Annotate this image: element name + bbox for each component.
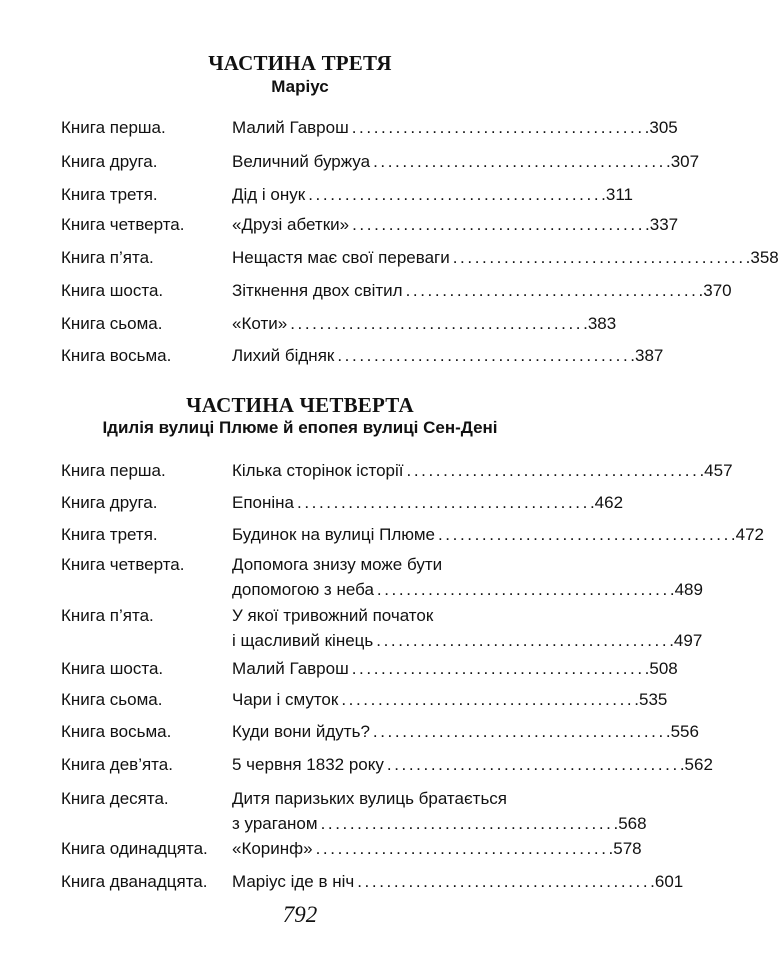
chapter-title-line: Дитя паризьких вулиць братається [232,789,508,808]
chapter-title-line [232,182,633,207]
chapter-title-line [232,752,713,777]
dot-leader: ........................................ [373,152,666,171]
book-label: Книга п’ята. [61,606,154,625]
dot-leader: ........................................ [308,185,602,204]
chapter-title-text: «Друзі абетки» [232,215,350,234]
dot-leader: ........................................ [376,631,670,650]
page-reference: .383 [583,314,617,333]
chapter-title [232,552,703,602]
chapter-title-line [232,458,733,483]
chapter-title [232,719,699,744]
book-label: Книга друга. [61,152,158,171]
chapter-title-line [232,115,678,140]
chapter-title-line [232,522,765,547]
part-four-subtitle: Ідилія вулиці Плюме й епопея вулиці Сен-Дені [102,418,498,437]
chapter-title-text: Куди вони йдуть? [232,722,370,741]
chapter-title [232,656,678,681]
chapter-title-text: Зіткнення двох світил [232,281,403,300]
page-reference: .568 [613,814,647,833]
chapter-title-text: Лихий бідняк [232,346,335,365]
book-label: Книга одинадцята. [61,839,208,858]
chapter-title-text: Епоніна [232,493,295,512]
chapter-title-text: Маріус іде в ніч [232,872,355,891]
chapter-title-text: Дід і онук [232,185,306,204]
chapter-title [232,212,679,237]
book-label: Книга сьома. [61,690,163,709]
chapter-title-line [232,212,679,237]
chapter-title [232,311,617,336]
dot-leader: ........................................ [405,281,699,300]
book-label: Книга шоста. [61,281,164,300]
chapter-title-text: з ураганом [232,814,318,833]
chapter-title [232,458,733,483]
book-label: Книга дванадцята. [61,872,208,891]
chapter-title-text: Малий Гаврош [232,118,349,137]
chapter-title-line: Допомога знизу може бути [232,555,443,574]
book-label: Книга третя. [61,525,158,544]
dot-leader: ........................................ [386,755,680,774]
book-label: Книга друга. [61,493,158,512]
chapter-title-text: Будинок на вулиці Плюме [232,525,435,544]
chapter-title-text: і щасливий кінець [232,631,374,650]
dot-leader: ........................................ [290,314,584,333]
part-three-subtitle: Маріус [271,77,329,96]
book-label: Книга сьома. [61,314,163,333]
dot-leader: ........................................ [437,525,731,544]
chapter-title-text: допомогою з неба [232,580,374,599]
page-reference: .508 [644,659,678,678]
chapter-title-line [232,278,732,303]
book-label: Книга четверта. [61,555,185,574]
dot-leader: ........................................ [320,814,614,833]
book-label: Книга восьма. [61,722,172,741]
book-label: Книга п’ята. [61,248,154,267]
chapter-title [232,522,765,547]
dot-leader: ........................................ [352,215,646,234]
chapter-title-text: «Коринф» [232,839,313,858]
book-label: Книга дев’ята. [61,755,173,774]
book-label: Книга десята. [61,789,169,808]
chapter-title-line [232,343,664,368]
page-reference: .457 [699,461,733,480]
chapter-title-text: 5 червня 1832 року [232,755,384,774]
page-reference: .562 [679,755,713,774]
book-label: Книга третя. [61,185,158,204]
chapter-title-text: Чари і смуток [232,690,339,709]
page-reference: .578 [608,839,642,858]
page-reference: .387 [630,346,664,365]
dot-leader: ........................................ [357,872,651,891]
chapter-title-text: Нещастя має свої переваги [232,248,450,267]
chapter-title [232,836,642,861]
chapter-title [232,687,668,712]
chapter-title-line [232,149,700,174]
chapter-title-text: Малий Гаврош [232,659,349,678]
page-reference: .535 [634,690,668,709]
dot-leader: ........................................ [376,580,670,599]
page-reference: .370 [698,281,732,300]
part-four-title: ЧАСТИНА ЧЕТВЕРТА [186,393,414,417]
chapter-title [232,278,732,303]
page-reference: .311 [601,185,633,204]
chapter-title [232,149,700,174]
book-label: Книга шоста. [61,659,164,678]
page-reference: .307 [666,152,700,171]
chapter-title-text: Величний буржуа [232,152,371,171]
page-reference: .472 [730,525,765,544]
chapter-title-line [232,719,699,744]
chapter-title [232,786,647,836]
page-reference: .462 [589,493,624,512]
chapter-title-line [232,577,703,602]
chapter-title-line [232,811,647,836]
dot-leader: ........................................ [315,839,609,858]
dot-leader: ........................................ [406,461,700,480]
part-three-title: ЧАСТИНА ТРЕТЯ [208,51,392,75]
chapter-title [232,115,678,140]
dot-leader: ........................................ [341,690,635,709]
book-label: Книга четверта. [61,215,185,234]
chapter-title-line: У якої тривожний початок [232,606,434,625]
chapter-title-line [232,311,617,336]
chapter-title-text: Кілька сторінок історії [232,461,404,480]
chapter-title-line [232,490,624,515]
dot-leader: ........................................ [452,248,746,267]
chapter-title [232,752,713,777]
dot-leader: ........................................ [297,493,590,512]
chapter-title-line [232,245,779,270]
dot-leader: ........................................ [372,722,666,741]
page-reference: .497 [669,631,703,650]
page-reference: .601 [650,872,684,891]
chapter-title-text: «Коти» [232,314,288,333]
page-reference: .489 [669,580,703,599]
chapter-title-line [232,656,678,681]
dot-leader: ........................................ [351,118,645,137]
page-reference: .305 [644,118,678,137]
chapter-title [232,603,703,653]
book-label: Книга восьма. [61,346,172,365]
book-label: Книга перша. [61,118,166,137]
chapter-title [232,490,624,515]
page-reference: .358 [745,248,779,267]
dot-leader: ........................................ [351,659,645,678]
book-label: Книга перша. [61,461,166,480]
chapter-title-line [232,836,642,861]
page-reference: .556 [665,722,699,741]
chapter-title [232,869,684,894]
chapter-title-line [232,869,684,894]
chapter-title [232,343,664,368]
dot-leader: ........................................ [337,346,631,365]
chapter-title-line [232,687,668,712]
page-reference: .337 [645,215,679,234]
chapter-title [232,182,633,207]
chapter-title [232,245,779,270]
page-number: 792 [282,902,318,927]
chapter-title-line [232,628,703,653]
